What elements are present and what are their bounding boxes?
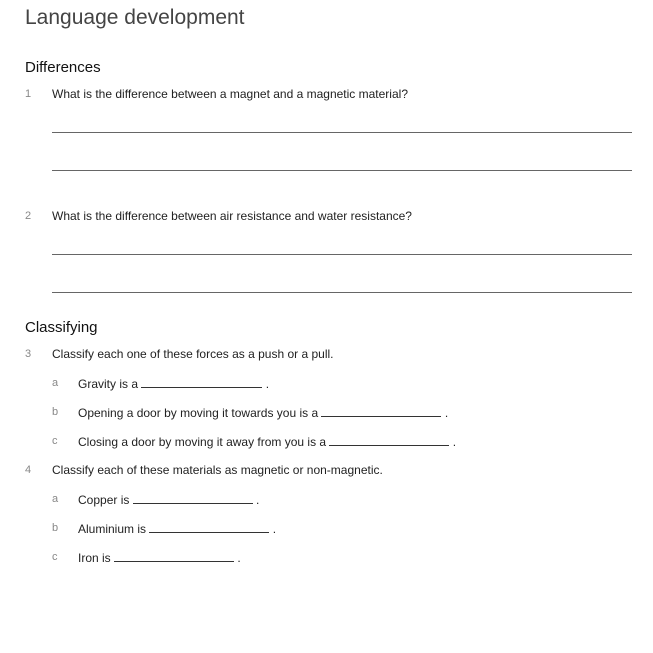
item-4b-prefix: Aluminium is [78, 522, 147, 536]
answer-line-1b[interactable] [52, 170, 632, 171]
question-number-2: 2 [25, 210, 32, 222]
item-4b [78, 521, 276, 536]
item-4a-prefix: Copper is [78, 493, 130, 507]
item-4c-letter: c [52, 551, 58, 563]
item-3c-blank[interactable] [329, 434, 449, 446]
question-1-text: What is the difference between a magnet and a magnetic material? [52, 87, 408, 101]
item-3c-prefix: Closing a door by moving it away from you is a [78, 435, 327, 449]
item-3c-suffix: . [452, 435, 457, 449]
item-4c-blank[interactable] [114, 550, 234, 562]
question-2-text: What is the difference between air resistance and water resistance? [52, 209, 412, 223]
item-4c [78, 550, 241, 565]
item-3a-blank[interactable] [141, 376, 262, 388]
item-4c-suffix: . [237, 551, 241, 565]
item-3a-prefix: Gravity is a [78, 377, 139, 391]
item-3b-blank[interactable] [321, 405, 441, 417]
answer-line-1a[interactable] [52, 132, 632, 133]
question-3-text: Classify each one of these forces as a push or a pull. [52, 347, 334, 361]
section-heading-differences: Differences [25, 59, 101, 76]
item-3b-prefix: Opening a door by moving it towards you is a [78, 406, 319, 420]
item-4b-blank[interactable] [149, 521, 269, 533]
item-3b [78, 405, 448, 420]
item-3a-suffix: . [265, 377, 270, 391]
question-number-3: 3 [25, 348, 32, 360]
item-4a [78, 492, 259, 507]
answer-line-2a[interactable] [52, 254, 632, 255]
item-4b-suffix: . [272, 522, 277, 536]
question-number-1: 1 [25, 88, 32, 100]
answer-line-2b[interactable] [52, 292, 632, 293]
item-3b-suffix: . [444, 406, 449, 420]
item-3c-letter: c [52, 435, 58, 447]
item-3a-letter: a [52, 377, 59, 389]
question-number-4: 4 [25, 464, 32, 476]
question-4-text: Classify each of these materials as magnetic or non-magnetic. [52, 463, 383, 477]
item-4a-suffix: . [256, 493, 260, 507]
item-3c [78, 434, 456, 449]
item-4a-blank[interactable] [133, 492, 253, 504]
section-heading-classifying: Classifying [25, 319, 98, 336]
item-4c-prefix: Iron is [78, 551, 111, 565]
item-3b-letter: b [52, 406, 59, 418]
item-4b-letter: b [52, 522, 59, 534]
item-4a-letter: a [52, 493, 59, 505]
item-3a [78, 376, 269, 391]
page-title: Language development [25, 6, 245, 29]
